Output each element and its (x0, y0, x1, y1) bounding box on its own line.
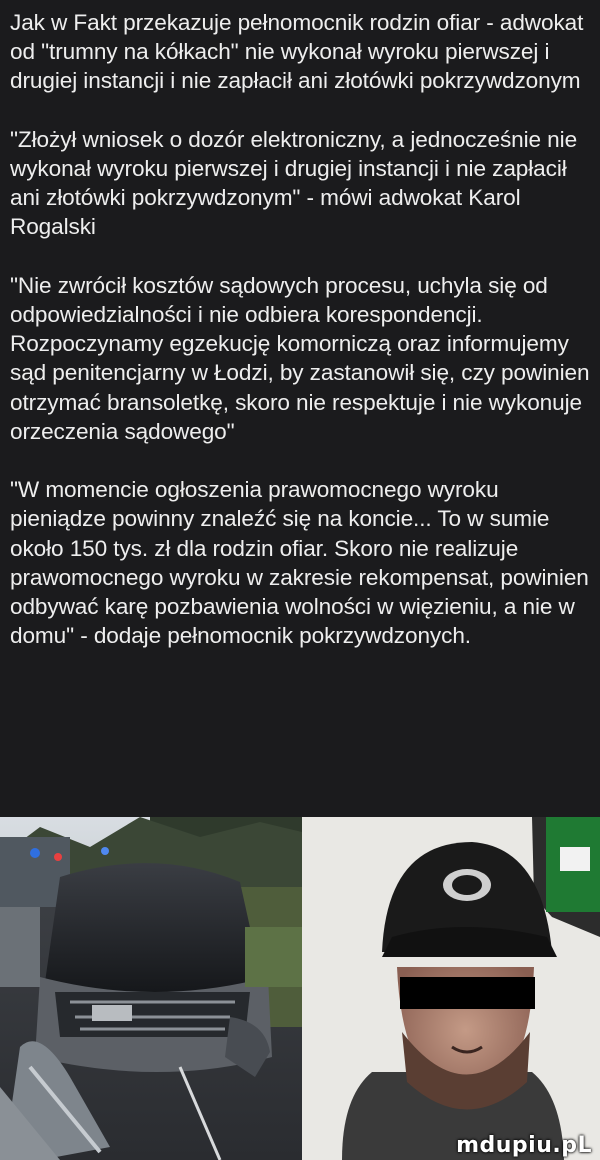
paragraph-quote-3: "W momencie ogłoszenia prawomocnego wyroku pieniądze powinny znaleźć się na koncie... To w sumie około 150 tys. zł dla rodzin ofiar. Skoro nie realizuje prawomocnego wyroku w zakresie rekompensat, powinien odbywać karę pozbawienia wolności w więzieniu, a nie w domu" - dodaje pełnomocnik pokrzywdzonych. (10, 477, 589, 649)
site-watermark: mdupiu.pL (456, 1133, 592, 1158)
paragraph-intro: Jak w Fakt przekazuje pełnomocnik rodzin ofiar - adwokat od "trumny na kółkach" nie wykonał wyroku pierwszej i drugiej instancji i nie zapłacił ani złotówki pokrzywdzonym (10, 10, 584, 94)
man-in-cap-photo[interactable] (302, 817, 600, 1160)
censor-bar (400, 977, 535, 1009)
post-text (10, 8, 595, 650)
photo-row (0, 817, 600, 1160)
paragraph-quote-1: "Złożył wniosek o dozór elektroniczny, a jednocześnie nie wykonał wyroku pierwszej i drugiej instancji i nie zapłacił ani złotówki pokrzywdzonym" - mówi adwokat Karol Rogalski (10, 126, 578, 240)
crashed-car-photo[interactable] (0, 817, 302, 1160)
man-in-cap-image (302, 817, 600, 1160)
paragraph-quote-2: "Nie zwrócił kosztów sądowych procesu, uchyla się od odpowiedzialności i nie odbiera korespondencji. Rozpoczynamy egzekucję komorniczą oraz informujemy sąd penitencjarny w Łodzi, by zastanowił się, czy powinien otrzymać bransoletkę, skoro nie respektuje i nie wykonuje orzeczenia sądowego" (10, 272, 590, 444)
crashed-car-image (0, 817, 302, 1160)
